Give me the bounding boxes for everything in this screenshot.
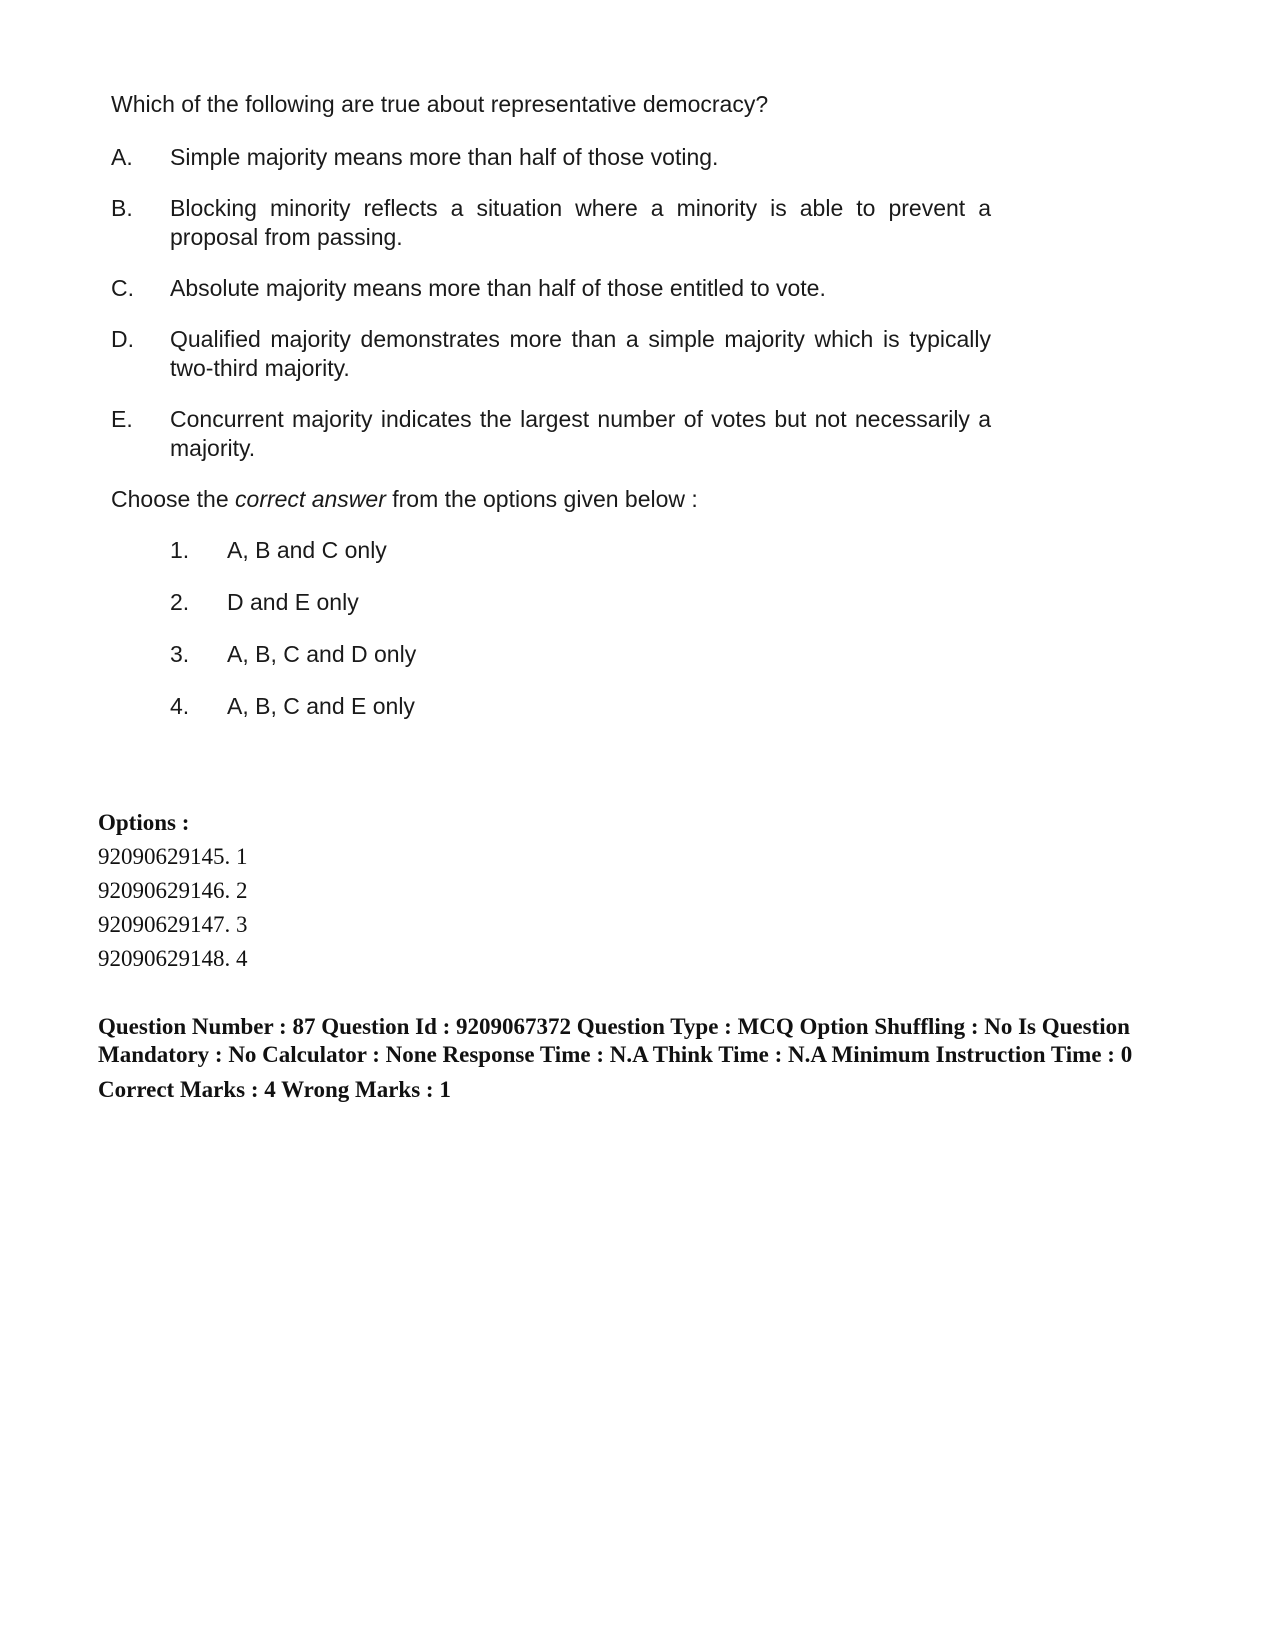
statement-letter: B. (111, 195, 133, 221)
choose-prefix: Choose the (111, 486, 236, 512)
statement-c (111, 274, 991, 303)
answer-choice-3 (170, 640, 991, 669)
answer-number: 4. (170, 693, 190, 719)
statement-letter: A. (111, 144, 133, 170)
statement-text: Blocking minority reflects a situation where a minority is able to prevent a proposal from passing. (170, 195, 991, 250)
statement-d (111, 325, 991, 383)
statement-text: Concurrent majority indicates the largest number of votes but not necessarily a majority. (170, 406, 991, 461)
question-block (111, 90, 991, 744)
answer-list (111, 536, 991, 721)
option-item-2: 92090629146. 2 (98, 878, 248, 903)
answer-text: A, B, C and E only (227, 693, 415, 719)
statement-letter: E. (111, 406, 133, 432)
question-marks: Correct Marks : 4 Wrong Marks : 1 (98, 1077, 451, 1102)
answer-choice-4 (170, 692, 991, 721)
statement-a (111, 143, 991, 172)
statement-text: Simple majority means more than half of those voting. (170, 144, 719, 170)
statement-b (111, 194, 991, 252)
option-item-1: 92090629145. 1 (98, 844, 248, 869)
options-label: Options : (98, 810, 190, 835)
question-meta-info: Question Number : 87 Question Id : 9209067372 Question Type : MCQ Option Shuffling : No Is Question Mandatory : No Calculator : None Response Time : N.A Think Time : N.A Minimum Instruction Time : 0 (98, 1014, 1133, 1067)
choose-emphasis: correct answer (235, 486, 386, 512)
answer-number: 2. (170, 589, 190, 615)
answer-number: 1. (170, 537, 190, 563)
choose-instruction (111, 485, 991, 514)
statement-letter: D. (111, 326, 134, 352)
option-item-3: 92090629147. 3 (98, 912, 248, 937)
choose-suffix: from the options given below : (385, 486, 698, 512)
question-stem: Which of the following are true about representative democracy? (111, 91, 769, 117)
answer-number: 3. (170, 641, 190, 667)
statement-text: Qualified majority demonstrates more than a simple majority which is typically two-third majority. (170, 326, 991, 381)
statement-letter: C. (111, 275, 134, 301)
options-block (98, 806, 248, 976)
answer-text: D and E only (227, 589, 359, 615)
answer-text: A, B and C only (227, 537, 387, 563)
question-meta (98, 1013, 1158, 1104)
answer-text: A, B, C and D only (227, 641, 417, 667)
answer-choice-1 (170, 536, 991, 565)
statement-e (111, 405, 991, 463)
option-item-4: 92090629148. 4 (98, 946, 248, 971)
answer-choice-2 (170, 588, 991, 617)
statement-text: Absolute majority means more than half of those entitled to vote. (170, 275, 826, 301)
